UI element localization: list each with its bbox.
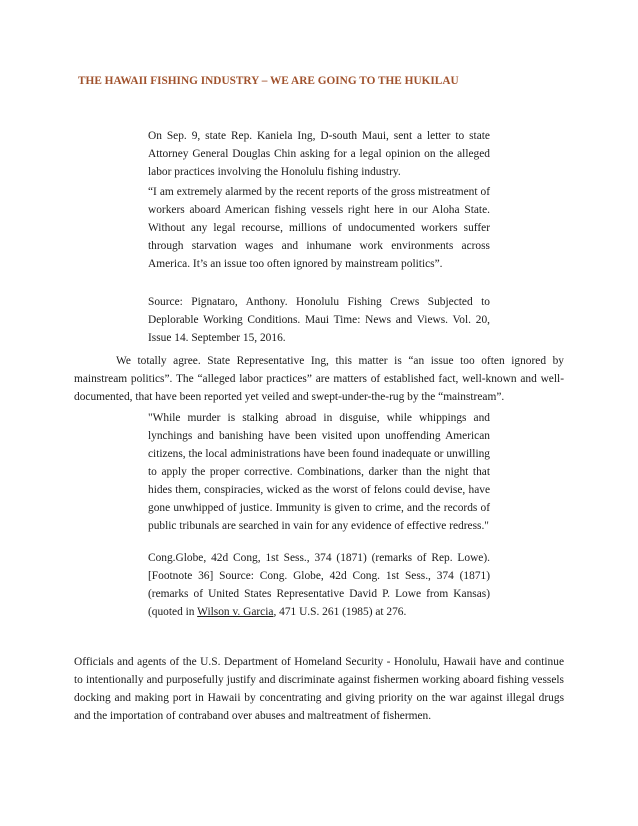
quote-ing-statement: “I am extremely alarmed by the recent reports of the gross mistreatment of workers aboard American fishing vessels right here in our Aloha State. Without any legal recourse, millions of undocumented workers suffer through starvation wages and inhumane work environments across America. It’s an issue too often ignored by mainstream politics”. xyxy=(148,186,490,270)
source-citation-pignataro: Source: Pignataro, Anthony. Honolulu Fishing Crews Subjected to Deplorable Working Conditions. Maui Time: News and Views. Vol. 20, Issue 14. September 15, 2016. xyxy=(148,296,490,344)
body-paragraph-agreement: We totally agree. State Representative Ing, this matter is “an issue too often ignored by mainstream politics”. The “alleged labor practices” are matters of established fact, well-known and well-documented, that have been reported yet veiled and swept-under-the-rug by the “mainstream”. xyxy=(74,355,564,403)
body-paragraph-dhs: Officials and agents of the U.S. Department of Homeland Security - Honolulu, Hawaii have and continue to intentionally and purposefully justify and discriminate against fishermen working aboard fishing vessels docking and making port in Hawaii by concentrating and giving priority on the war against illegal drugs and the importation of contraband over abuses and maltreatment of fishermen. xyxy=(74,656,564,722)
quote-ing-letter: On Sep. 9, state Rep. Kaniela Ing, D-south Maui, sent a letter to state Attorney General Douglas Chin asking for a legal opinion on the alleged labor practices involving the Honolulu fishing industry. xyxy=(148,130,490,178)
quote-lowe-remarks: "While murder is stalking abroad in disguise, while whippings and lynchings and banishing have been visited upon unoffending American citizens, the local administrations have been found inadequate or unwilling to apply the proper corrective. Combinations, darker than the night that hides them, conspiracies, wicked as the worst of felons could devise, have gone unwhipped of justice. Immunity is given to crime, and the records of public tribunals are searched in vain for any evidence of effective redress." xyxy=(148,412,490,532)
case-link-wilson-v-garcia[interactable]: Wilson v. Garcia xyxy=(197,606,274,618)
citation-text-after: , 471 U.S. 261 (1985) at 276. xyxy=(273,606,407,618)
source-citation-congressional-globe xyxy=(148,549,490,621)
citation-text-before: Cong.Globe, 42d Cong, 1st Sess., 374 (1871) (remarks of Rep. Lowe). [Footnote 36] Source: Cong. Globe, 42d Cong. 1st Sess., 374 (1871) (remarks of United States Representative David P. Lowe from Kansas) (quoted in xyxy=(148,552,490,618)
document-title: THE HAWAII FISHING INDUSTRY – WE ARE GOING TO THE HUKILAU xyxy=(78,75,459,87)
